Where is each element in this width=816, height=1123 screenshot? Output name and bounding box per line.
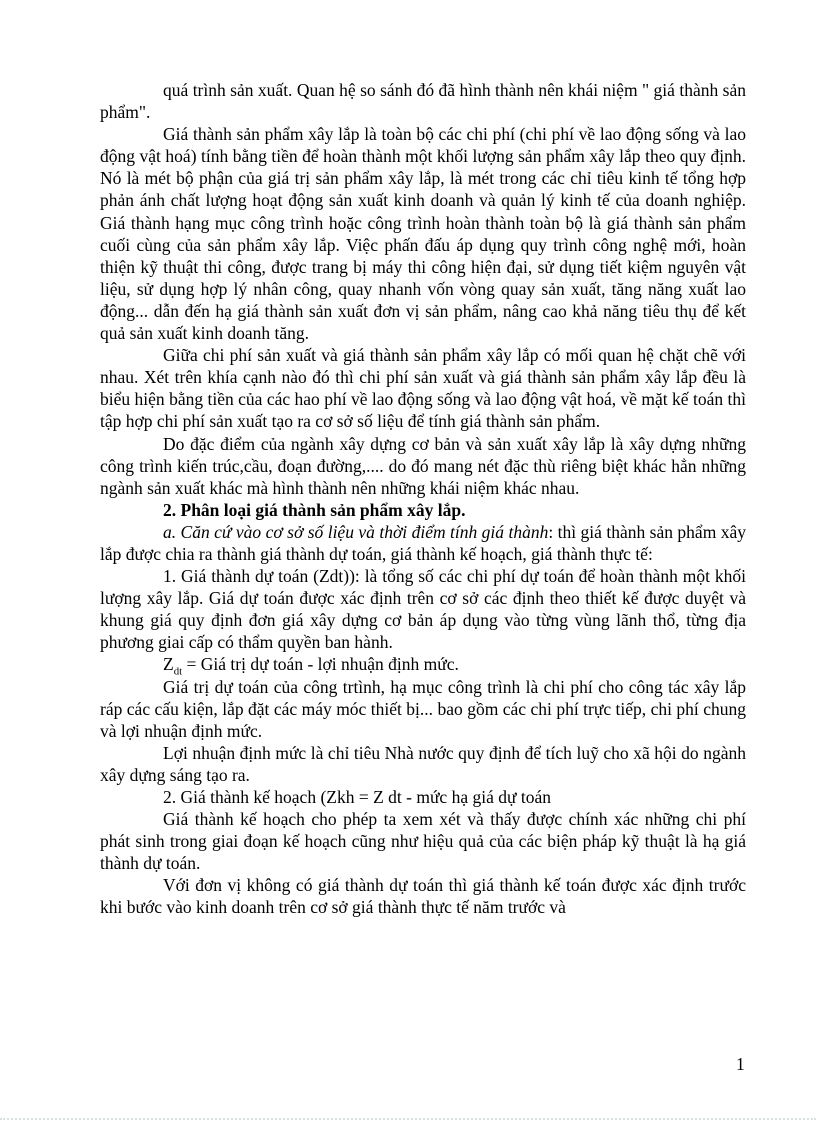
paragraph-gia-thanh-ke-hoach: 2. Giá thành kế hoạch (Zkh = Z dt - mức hạ giá dự toán	[163, 787, 551, 807]
formula-rest: = Giá trị dự toán - lợi nhuận định mức.	[182, 654, 459, 675]
section-a-rest: : thì giá thành sản phẩm xây lắp được chia ra thành giá thành dự toán, giá thành kế hoạch, giá thành thực tế:	[100, 521, 746, 564]
page-bottom-divider	[0, 1118, 816, 1120]
paragraph-gia-tri-du-toan: Giá trị dự toán của công trtình, hạ mục công trình là chi phí cho công tác xây lắp ráp các cấu kiện, lắp đặt các máy móc thiết bị... bao gồm các chi phí trực tiếp, chi phí chung và lợi nhuận định mức.	[100, 676, 746, 741]
paragraph-dinh-nghia-gia-thanh: Giá thành sản phẩm xây lắp là toàn bộ các chi phí (chi phí về lao động sống và lao động vật hoá) tính bằng tiền để hoàn thành một khối lượng sản phẩm xây lắp theo quy định. Nó là mét bộ phận của giá trị sản phẩm xây lắp, là mét trong các chỉ tiêu kinh tế tổng hợp phản ánh chất lượng hoạt động sản xuất kinh doanh và quản lý kinh tế của doanh nghiệp. Giá thành hạng mục công trình hoặc công trình hoàn thành toàn bộ là giá thành sản phẩm cuối cùng của sản phẩm xây lắp. Việc phấn đấu áp dụng quy trình công nghệ mới, hoàn thiện kỹ thuật thi công, được trang bị máy thi công hiện đại, sử dụng tiết kiệm nguyên vật liệu, sử dụng hợp lý nhân công, quay nhanh vốn vòng quay sản xuất, tăng năng xuất lao động... dẫn đến hạ giá thành sản xuất đơn vị sản phẩm, nâng cao khả năng tiêu thụ để kết quả sản xuất kinh doanh tăng.	[100, 124, 746, 344]
section-a-lead-italic: a. Căn cứ vào cơ sở số liệu và thời điểm tính giá thành	[163, 521, 549, 542]
paragraph-quan-he-chi-phi: Giữa chi phí sản xuất và giá thành sản phẩm xây lắp có mối quan hệ chặt chẽ với nhau. Xét trên khía cạnh nào đó thì chi phí sản xuất và giá thành sản phẩm xây lắp đều là biểu hiện bằng tiền của các hao phí về lao động sống và lao động vật hoá, về mặt kế toán thì tập hợp chi phí sản xuất tạo ra cơ sở số liệu để tính giá thành sản phẩm.	[100, 345, 746, 432]
formula-base: Z	[163, 654, 174, 675]
formula-zdt	[100, 653, 746, 678]
paragraph-loi-nhuan-dinh-muc: Lợi nhuận định mức là chỉ tiêu Nhà nước quy định để tích luỹ cho xã hội do ngành xây dựng sáng tạo ra.	[100, 742, 746, 785]
paragraph-gia-thanh-du-toan: 1. Giá thành dự toán (Zdt)): là tổng số các chi phí dự toán để hoàn thành một khối lượng xây lắp. Giá dự toán được xác định trên cơ sở các định theo thiết kế được duyệt và khung giá quy định đơn giá xây dựng cơ bản áp dụng vào từng vùng lãnh thổ, từng địa phương giai cấp có thẩm quyền ban hành.	[100, 566, 746, 653]
page-number: 1	[736, 1054, 745, 1074]
paragraph-dac-diem-nganh: Do đặc điểm của ngành xây dựng cơ bản và sản xuất xây lắp là xây dựng những công trình kiến trúc,cầu, đoạn đường,.... do đó mang nét đặc thù riêng biệt khác hẳn những ngành sản xuất khác mà hình thành nên những khái niệm khác nhau.	[100, 433, 746, 498]
formula-subscript: dt	[173, 665, 183, 678]
paragraph-continuation: quá trình sản xuất. Quan hệ so sánh đó đã hình thành nên khái niệm " giá thành sản phẩm".	[100, 80, 746, 123]
paragraph-can-cu	[100, 521, 746, 565]
paragraph-ke-hoach-cho-phep: Giá thành kế hoạch cho phép ta xem xét và thấy được chính xác những chi phí phát sinh trong giai đoạn kế hoạch cũng như hiệu quả của các biện pháp kỹ thuật là hạ giá thành dự toán.	[100, 809, 746, 874]
document-text-block	[100, 79, 746, 919]
paragraph-voi-don-vi: Với đơn vị không có giá thành dự toán thì giá thành kế toán được xác định trước khi bước vào kinh doanh trên cơ sở giá thành thực tế năm trước và	[100, 875, 746, 918]
section-heading-phan-loai: 2. Phân loại giá thành sản phẩm xây lắp.	[163, 499, 466, 520]
